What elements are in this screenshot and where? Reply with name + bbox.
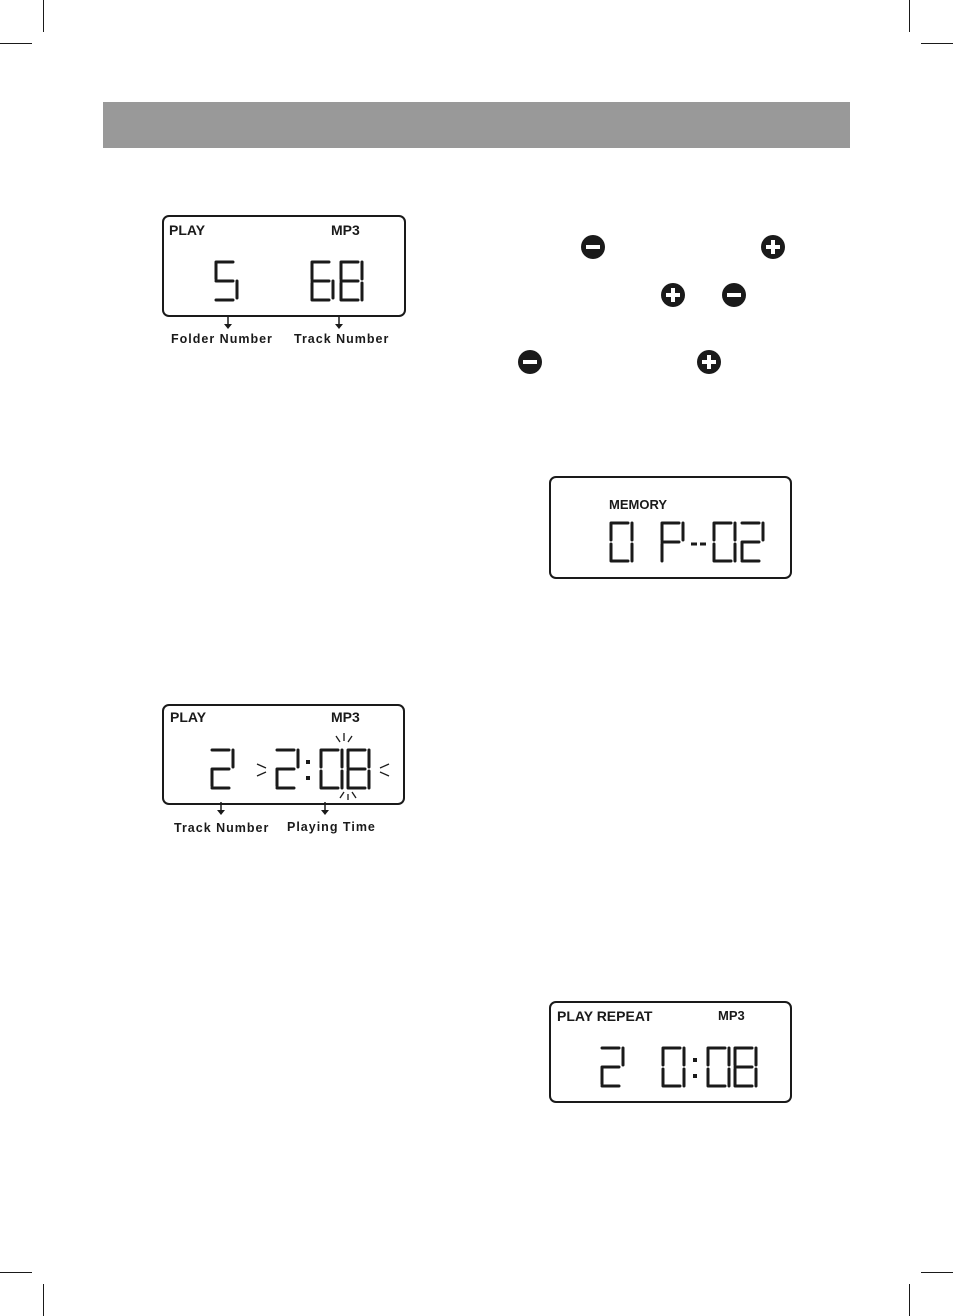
seven-segment-digits [551,1003,790,1101]
lcd-display-memory [549,476,792,579]
lcd-display-playing-time [162,704,405,805]
crop-mark-top-left-vertical [43,0,44,32]
crop-mark-bottom-left-horizontal [0,1272,32,1273]
minus-icon [581,235,605,259]
track-number-caption: Track Number [174,821,270,835]
lcd-display-play-repeat [549,1001,792,1103]
crop-mark-bottom-right-vertical [909,1284,910,1316]
play-repeat-indicator: PLAY REPEAT [557,1008,653,1024]
seven-segment-digits [551,478,790,577]
crop-mark-bottom-left-vertical [43,1284,44,1316]
mp3-indicator: MP3 [331,222,360,238]
folder-number-arrow [222,316,234,330]
crop-mark-top-right-vertical [909,0,910,32]
play-indicator: PLAY [169,222,206,238]
playing-time-arrow [319,802,331,816]
mp3-indicator: MP3 [331,709,360,725]
minus-icon [722,283,746,307]
crop-mark-bottom-right-horizontal [921,1272,953,1273]
section-header-bar [103,102,850,148]
memory-indicator: MEMORY [609,497,668,512]
seven-segment-digits [164,706,403,803]
crop-mark-top-left-horizontal [0,43,32,44]
plus-icon [697,350,721,374]
playing-time-caption: Playing Time [287,820,376,834]
plus-icon [661,283,685,307]
lcd-display-folder-track [162,215,406,317]
play-indicator: PLAY [170,709,207,725]
folder-number-caption: Folder Number [171,332,273,346]
mp3-indicator: MP3 [718,1008,745,1023]
track-number-caption: Track Number [294,332,390,346]
track-number-arrow [333,316,345,330]
track-number-arrow [215,802,227,816]
crop-mark-top-right-horizontal [921,43,953,44]
seven-segment-digits [164,217,404,315]
minus-icon [518,350,542,374]
plus-icon [761,235,785,259]
